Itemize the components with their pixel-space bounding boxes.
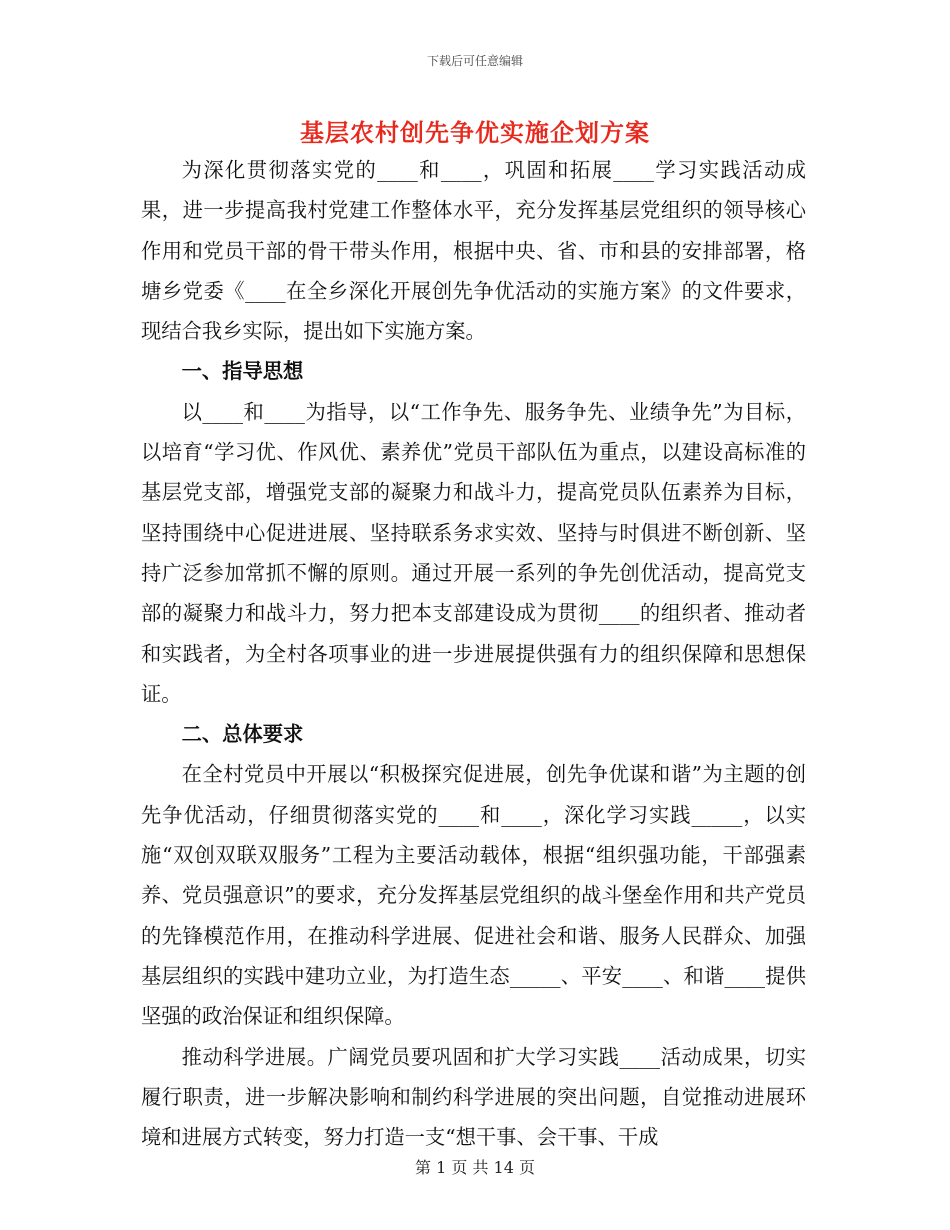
scientific-development-paragraph: 推动科学进展。广阔党员要巩固和扩大学习实践____活动成果，切实履行职责，进一步解决影响和制约科学进展的突出问题，自觉推动进展环境和进展方式转变，努力打造一支“想干事、会干事、干成 [141, 1044, 806, 1150]
header-note: 下载后可任意编辑 [426, 54, 523, 68]
section-heading-general-requirements: 二、总体要求 [181, 722, 304, 747]
section-heading-guiding-ideology: 一、指导思想 [181, 359, 304, 384]
general-requirements-paragraph: 在全村党员中开展以“积极探究促进展，创先争优谋和谐”为主题的创先争优活动，仔细贯彻落实党的____和____，深化学习实践_____，以实施“双创双联双服务”工程为主要活动载体，根据“组织强功能，干部强素养、党员强意识”的要求，充分发挥基层党组织的战斗堡垒作用和共产党员的先锋模范作用，在推动科学进展、促进社会和谐、服务人民群众、加强基层组织的实践中建功立业，为打造生态_____、平安____、和谐____提供坚强的政治保证和组织保障。 [141, 762, 806, 1029]
document-body [141, 150, 806, 1157]
intro-paragraph: 为深化贯彻落实党的____和____，巩固和拓展____学习实践活动成果，进一步提高我村党建工作整体水平，充分发挥基层党组织的领导核心作用和党员干部的骨干带头作用，根据中央、省、市和县的安排部署，格塘乡党委《____在全乡深化开展创先争优活动的实施方案》的文件要求，现结合我乡实际，提出如下实施方案。 [141, 158, 806, 344]
page-number: 第 1 页 共 14 页 [415, 1158, 535, 1177]
guiding-ideology-paragraph: 以____和____为指导，以“工作争先、服务争先、业绩争先”为目标，以培育“学习优、作风优、素养优”党员干部队伍为重点，以建设高标准的基层党支部，增强党支部的凝聚力和战斗力，提高党员队伍素养为目标，坚持围绕中心促进进展、坚持联系务求实效、坚持与时俱进不断创新、坚持广泛参加常抓不懈的原则。通过开展一系列的争先创优活动，提高党支部的凝聚力和战斗力，努力把本支部建设成为贯彻____的组织者、推动者和实践者，为全村各项事业的进一步进展提供强有力的组织保障和思想保证。 [141, 399, 806, 706]
document-title: 基层农村创先争优实施企划方案 [300, 119, 650, 147]
